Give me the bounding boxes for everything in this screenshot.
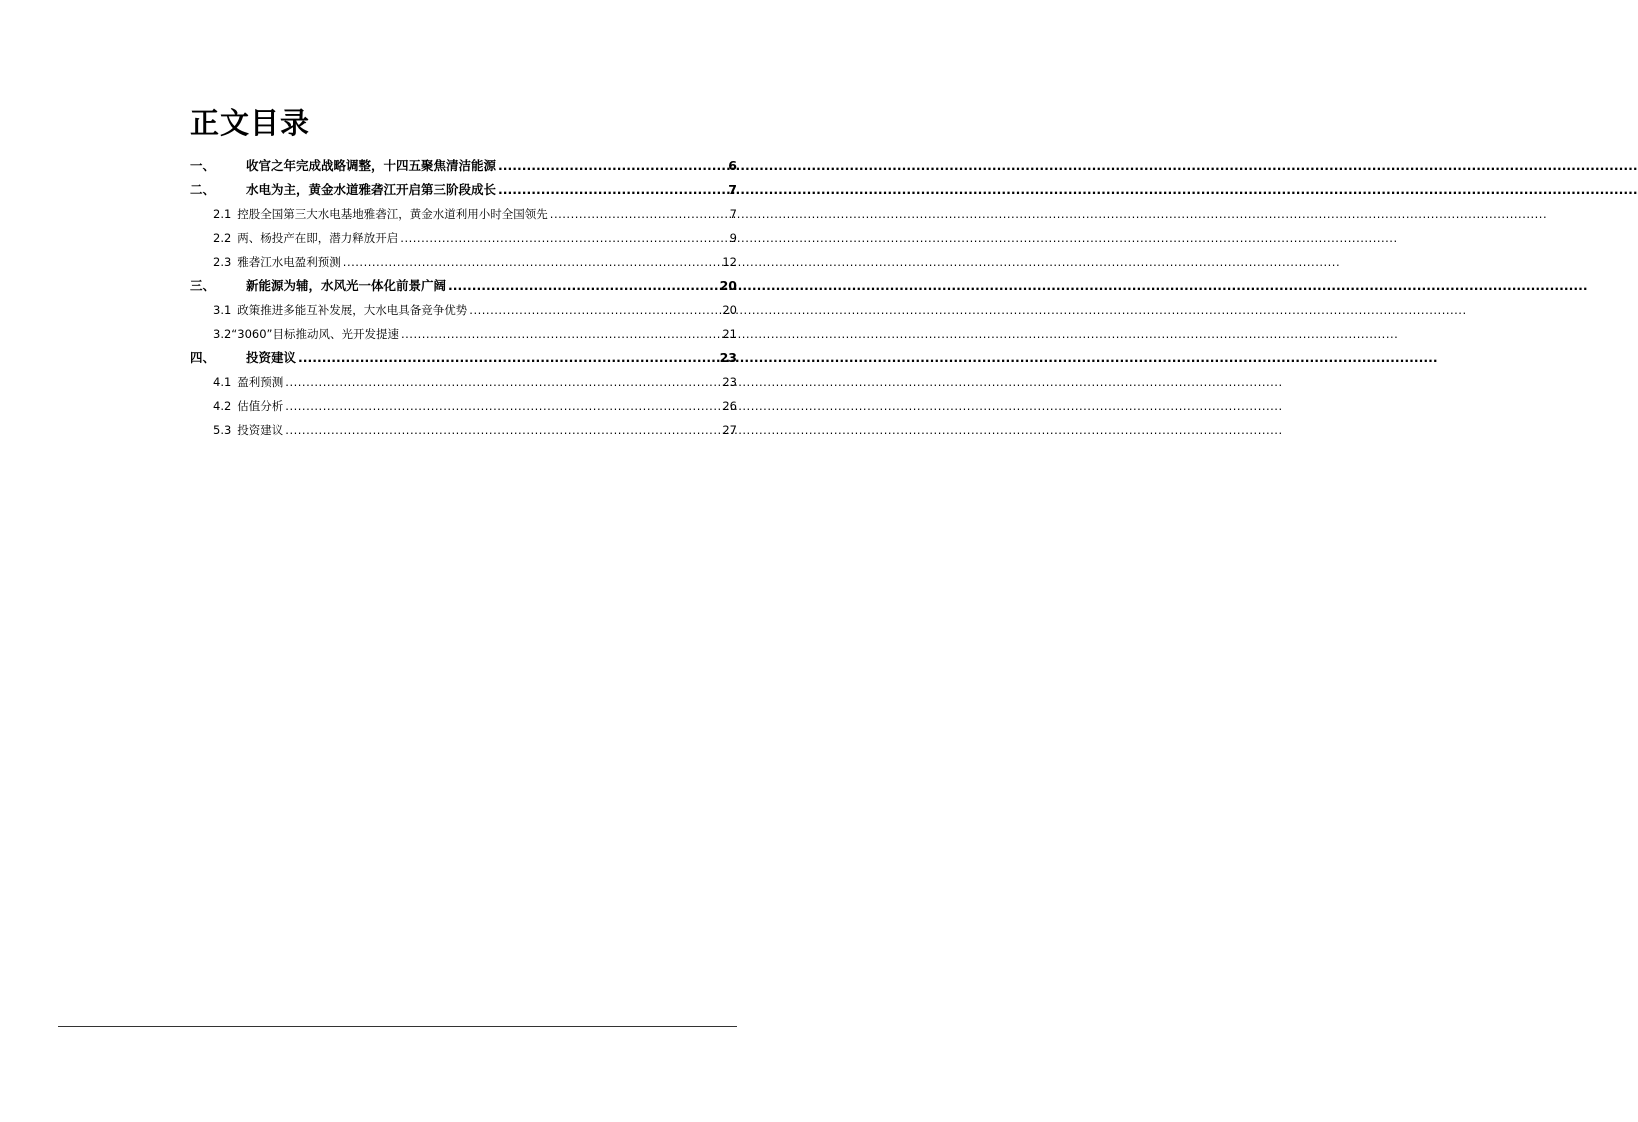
toc-leader-dots [401, 322, 720, 346]
toc-number: 2.1 [213, 207, 232, 221]
page-title: 正文目录 [190, 106, 311, 140]
toc-page-number: 26 [722, 399, 737, 413]
toc-page-number: 21 [722, 327, 737, 341]
toc-page-number: 20 [719, 278, 737, 293]
toc-label: 新能源为辅，水风光一体化前景广阔 [246, 278, 447, 293]
toc-leader-dots [343, 250, 721, 274]
toc-label: 投资建议 [237, 423, 284, 437]
toc-leader-dots [400, 226, 727, 250]
toc-entry-section-4[interactable] [190, 346, 737, 370]
toc-leader-dots [285, 418, 720, 442]
toc-page-number: 23 [719, 350, 737, 365]
toc-label: 控股全国第三大水电基地雅砻江，黄金水道利用小时全国领先 [237, 207, 548, 221]
toc-number: 2.2 [213, 231, 232, 245]
toc-page-number: 27 [722, 423, 737, 437]
toc-entry-section-3[interactable] [190, 274, 737, 298]
toc-entry-5-3[interactable] [190, 418, 737, 442]
toc-page-number: 7 [729, 207, 737, 221]
toc-number: 3.1 [213, 303, 232, 317]
toc-entry-2-3[interactable] [190, 250, 737, 274]
toc-leader-dots [469, 298, 720, 322]
toc-label: 水电为主，黄金水道雅砻江开启第三阶段成长 [246, 182, 497, 197]
toc-label: 政策推进多能互补发展，大水电具备竞争优势 [237, 303, 468, 317]
toc-label: 两、杨投产在即，潜力释放开启 [237, 231, 399, 245]
toc-leader-dots [498, 154, 726, 178]
toc-entry-2-2[interactable] [190, 226, 737, 250]
toc-leader-dots [285, 394, 720, 418]
toc-entry-section-2[interactable] [190, 178, 737, 202]
toc-entry-3-1[interactable] [190, 298, 737, 322]
toc-page-number: 9 [729, 231, 737, 245]
footer-divider [58, 1026, 737, 1027]
toc-label: “3060”目标推动风、光开发提速 [231, 327, 399, 341]
toc-number: 三、 [190, 278, 216, 293]
toc-number: 2.3 [213, 255, 232, 269]
toc-entry-4-1[interactable] [190, 370, 737, 394]
toc-leader-dots [448, 274, 718, 298]
toc-entry-section-1[interactable] [190, 154, 737, 178]
toc-number: 四、 [190, 350, 216, 365]
toc-entry-4-2[interactable] [190, 394, 737, 418]
toc-leader-dots [285, 370, 720, 394]
toc-page-number: 12 [722, 255, 737, 269]
toc-label: 雅砻江水电盈利预测 [237, 255, 341, 269]
toc-entry-3-2[interactable] [190, 322, 737, 346]
toc-page-number: 20 [722, 303, 737, 317]
toc-number: 二、 [190, 182, 216, 197]
toc-label: 投资建议 [246, 350, 297, 365]
toc-number: 4.1 [213, 375, 232, 389]
toc-page-number: 7 [728, 182, 737, 197]
toc-entry-2-1[interactable] [190, 202, 737, 226]
toc-label: 收官之年完成战略调整，十四五聚焦清洁能源 [246, 158, 497, 173]
table-of-contents [190, 154, 737, 442]
toc-leader-dots [298, 346, 718, 370]
toc-number: 3.2 [213, 327, 232, 341]
toc-label: 估值分析 [237, 399, 284, 413]
toc-page-number: 6 [728, 158, 737, 173]
toc-number: 5.3 [213, 423, 232, 437]
toc-label: 盈利预测 [237, 375, 284, 389]
toc-leader-dots [550, 202, 728, 226]
toc-leader-dots [498, 178, 726, 202]
toc-page-number: 23 [722, 375, 737, 389]
toc-number: 一、 [190, 158, 216, 173]
toc-number: 4.2 [213, 399, 232, 413]
